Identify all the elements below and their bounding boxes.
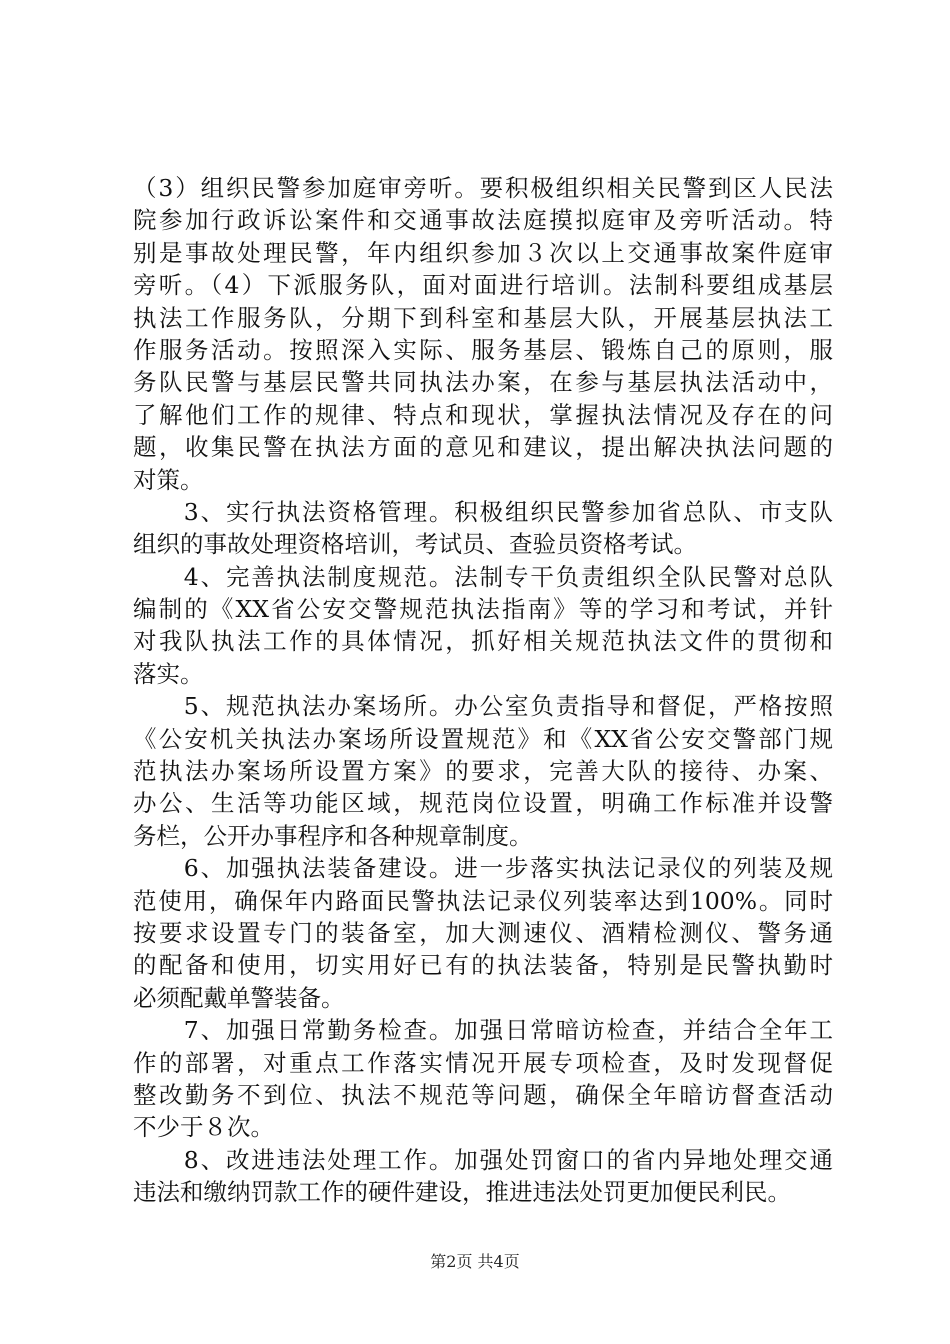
text-line: 6、加强执法装备建设。进一步落实执法记录仪的列装及规: [133, 854, 833, 883]
text-line: 的配备和使用，切实用好已有的执法装备，特别是民警执勤时: [133, 951, 833, 980]
text-line: 必须配戴单警装备。: [133, 983, 345, 1012]
text-line: 组织的事故处理资格培训，考试员、查验员资格考试。: [133, 530, 697, 559]
text-line: 不少于８次。: [133, 1113, 274, 1142]
text-line: 整改勤务不到位、执法不规范等问题，确保全年暗访督查活动: [133, 1080, 833, 1109]
text-line: 作服务活动。按照深入实际、服务基层、锻炼自己的原则，服: [133, 335, 833, 364]
text-line: 对我队执法工作的具体情况，抓好相关规范执法文件的贯彻和: [133, 627, 833, 656]
text-line: 7、加强日常勤务检查。加强日常暗访检查，并结合全年工: [133, 1016, 833, 1045]
text-line: 务栏，公开办事程序和各种规章制度。: [133, 821, 533, 850]
text-line: 院参加行政诉讼案件和交通事故法庭摸拟庭审及旁听活动。特: [133, 206, 833, 235]
page-number-footer: 第2页 共4页: [430, 1252, 520, 1271]
text-line: 范使用，确保年内路面民警执法记录仪列装率达到100%。同时: [133, 886, 833, 915]
text-line: 4、完善执法制度规范。法制专干负责组织全队民警对总队: [133, 562, 833, 591]
text-line: 《公安机关执法办案场所设置规范》和《XX省公安交警部门规: [133, 724, 833, 753]
document-body: [133, 172, 833, 1209]
text-line: 了解他们工作的规律、特点和现状，掌握执法情况及存在的问: [133, 400, 833, 429]
text-line: 5、规范执法办案场所。办公室负责指导和督促，严格按照: [133, 692, 833, 721]
text-line: 8、改进违法处理工作。加强处罚窗口的省内异地处理交通: [133, 1145, 833, 1174]
text-line: 对策。: [133, 465, 204, 494]
text-line: 题，收集民警在执法方面的意见和建议，提出解决执法问题的: [133, 433, 833, 462]
text-line: （3）组织民警参加庭审旁听。要积极组织相关民警到区人民法: [133, 174, 833, 202]
text-line: 旁听。（4）下派服务队，面对面进行培训。法制科要组成基层: [133, 271, 833, 300]
text-line: 3、实行执法资格管理。积极组织民警参加省总队、市支队: [133, 497, 833, 526]
text-line: 作的部署，对重点工作落实情况开展专项检查，及时发现督促: [133, 1048, 833, 1077]
text-line: 执法工作服务队，分期下到科室和基层大队，开展基层执法工: [133, 303, 833, 332]
text-line: 落实。: [133, 659, 204, 688]
text-line: 按要求设置专门的装备室，加大测速仪、酒精检测仪、警务通: [133, 918, 833, 947]
text-line: 违法和缴纳罚款工作的硬件建设，推进违法处罚更加便民利民。: [133, 1178, 791, 1207]
text-line: 别是事故处理民警，年内组织参加３次以上交通事故案件庭审: [133, 238, 833, 267]
text-line: 务队民警与基层民警共同执法办案，在参与基层执法活动中，: [133, 368, 833, 397]
text-line: 办公、生活等功能区域，规范岗位设置，明确工作标准并设警: [133, 789, 833, 818]
text-line: 范执法办案场所设置方案》的要求，完善大队的接待、办案、: [133, 757, 833, 786]
text-line: 编制的《XX省公安交警规范执法指南》等的学习和考试，并针: [133, 595, 833, 624]
